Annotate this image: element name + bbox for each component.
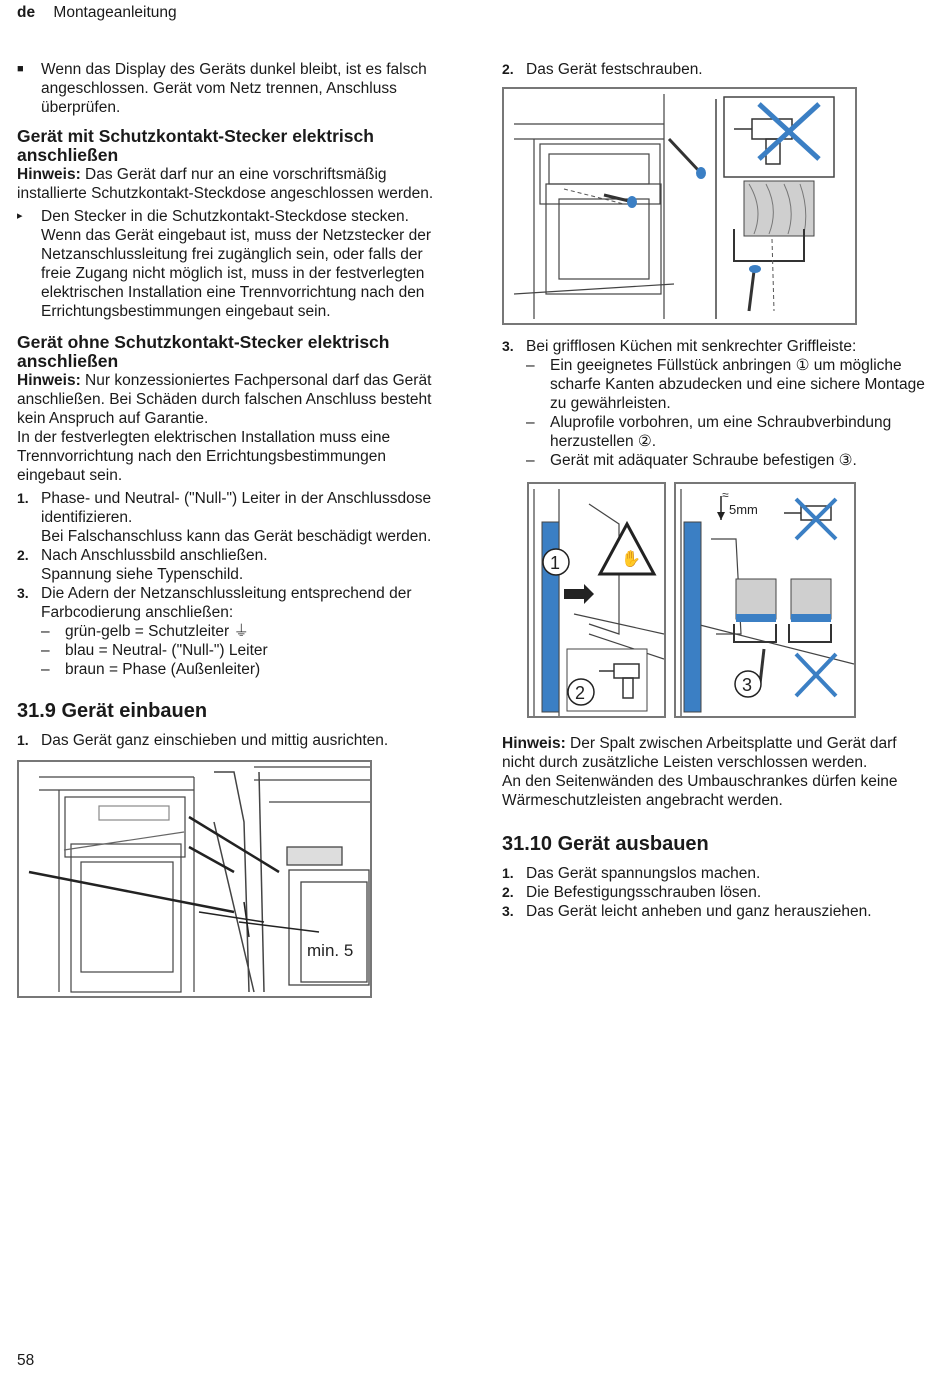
dash-text: grün-gelb = Schutzleiter ⏚ (65, 623, 249, 640)
bullet-item (17, 60, 457, 117)
dash-bullet-icon: – (41, 661, 50, 678)
section-heading: Gerät ohne Schutzkontakt-Stecker elektrisch anschließen (17, 332, 390, 371)
oven-install-figure (17, 760, 372, 998)
note (502, 734, 932, 772)
svg-text:✋: ✋ (621, 551, 641, 568)
dash-bullet-icon: – (41, 623, 50, 640)
min-gap-label: min. 5 (307, 941, 354, 960)
screw-icon (669, 139, 706, 179)
step-text: Das Gerät spannungslos machen. (526, 865, 761, 882)
dash-text: Ein geeignetes Füllstück anbringen ① um mögliche scharfe Kanten abzudecken und eine sichere Montage zu gewährleisten. (550, 357, 925, 412)
list-item (17, 584, 457, 622)
step-text: Das Gerät festschrauben. (526, 61, 703, 78)
callout-1: 1 (550, 553, 561, 573)
square-bullet-icon: ■ (17, 63, 24, 75)
dash-text: braun = Phase (Außenleiter) (65, 661, 261, 678)
numbered-list (17, 489, 457, 679)
instruction-step (17, 207, 457, 226)
right-column (502, 60, 932, 921)
list-item (502, 883, 932, 902)
step-number: 2. (502, 884, 514, 900)
screw-fixation-illustration (504, 89, 855, 323)
note-text: Der Spalt zwischen Arbeitsplatte und Gerät darf nicht durch zusätzliche Leisten verschlossen werden. (502, 735, 897, 771)
section-heading: Gerät mit Schutzkontakt-Stecker elektrisch anschließen (17, 126, 374, 165)
triangle-bullet-icon: ▸ (17, 210, 23, 222)
dash-bullet-icon: – (526, 452, 535, 469)
section-heading: 31.10 Gerät ausbauen (502, 833, 709, 855)
list-item (17, 489, 457, 546)
step-number: 1. (502, 865, 514, 881)
note-text: Das Gerät darf nur an eine vorschriftsmäßig installierte Schutzkontakt-Steckdose angeschlossen werden. (17, 166, 434, 202)
step-number: 1. (17, 490, 29, 506)
dash-text: Aluprofile vorbohren, um eine Schraubverbindung herzustellen ②. (550, 414, 892, 450)
gap-5mm-label: 5mm (729, 502, 758, 517)
list-item (502, 337, 932, 356)
step-text: Das Gerät ganz einschieben und mittig ausrichten. (41, 732, 389, 749)
note-text: Nur konzessioniertes Fachpersonal darf das Gerät anschließen. Bei Schäden durch falschen Anschluss besteht kein Anspruch auf Garantie. (17, 372, 432, 427)
cross-icon (796, 499, 836, 539)
oven-install-illustration (19, 762, 370, 996)
callout-2: 2 (575, 683, 586, 703)
step-detail: Bei Falschanschluss kann das Gerät beschädigt werden. (41, 528, 432, 545)
screw-fixation-figure (502, 87, 857, 325)
wood-section-icon (734, 181, 814, 311)
step-text: Den Stecker in die Schutzkontakt-Steckdose stecken. (41, 208, 409, 225)
handleless-kitchen-figure (502, 482, 932, 724)
page-header (17, 4, 177, 22)
arrow-right-icon (564, 584, 594, 604)
paragraph: In der festverlegten elektrischen Installation muss eine Trennvorrichtung nach den Errichtungsbestimmungen eingebaut sein. (17, 429, 391, 484)
list-item (502, 864, 932, 883)
step-text: Die Befestigungsschrauben lösen. (526, 884, 762, 901)
header-title: Montageanleitung (53, 4, 177, 21)
dash-item (17, 660, 457, 679)
dash-item (502, 413, 932, 451)
step-text: Die Adern der Netzanschlussleitung entsprechend der Farbcodierung anschließen: (41, 585, 412, 621)
screw-icon (604, 195, 637, 208)
dash-item (502, 356, 932, 413)
dash-item (502, 451, 932, 470)
screw-icon (749, 265, 761, 311)
dash-bullet-icon: – (41, 642, 50, 659)
dash-text: blau = Neutral- ("Null-") Leiter (65, 642, 268, 659)
bullet-text: Wenn das Display des Geräts dunkel bleibt, ist es falsch angeschlossen. Gerät vom Netz trennen, Anschluss überprüfen. (41, 61, 427, 116)
language-code: de (17, 4, 36, 21)
list-item (17, 731, 457, 750)
step-text: Bei grifflosen Küchen mit senkrechter Griffleiste: (526, 338, 857, 355)
cross-icon (759, 104, 819, 159)
filler-piece-panel (527, 482, 666, 718)
step-number: 1. (17, 732, 29, 748)
note-label: Hinweis: (502, 735, 566, 752)
warning-sign-icon (600, 524, 654, 574)
page-number: 58 (17, 1352, 35, 1369)
list-item (502, 60, 932, 79)
screw-fixing-panel (674, 482, 856, 718)
step-detail: Spannung siehe Typenschild. (41, 566, 244, 583)
list-item (502, 902, 932, 921)
step-text: Das Gerät leicht anheben und ganz herausziehen. (526, 903, 872, 920)
step-number: 3. (502, 903, 514, 919)
cross-icon (796, 654, 836, 696)
dash-text: Gerät mit adäquater Schraube befestigen ③. (550, 452, 857, 469)
section-heading: 31.9 Gerät einbauen (17, 700, 208, 722)
approx-sign: ≈ (722, 488, 729, 502)
note-label: Hinweis: (17, 166, 81, 183)
dash-bullet-icon: – (526, 414, 535, 431)
note-label: Hinweis: (17, 372, 81, 389)
wood-section-icon (734, 579, 831, 642)
step-text: Phase- und Neutral- ("Null-") Leiter in der Anschlussdose identifizieren. (41, 490, 432, 526)
step-number: 3. (502, 338, 514, 354)
callout-3: 3 (742, 675, 753, 695)
paragraph: An den Seitenwänden des Umbauschrankes dürfen keine Wärmeschutzleisten angebracht werden. (502, 773, 898, 809)
step-number: 2. (17, 547, 29, 563)
list-item (17, 546, 457, 584)
dash-item (17, 622, 457, 641)
dash-bullet-icon: – (526, 357, 535, 374)
dash-item (17, 641, 457, 660)
step-number: 3. (17, 585, 29, 601)
note (17, 165, 457, 203)
step-number: 2. (502, 61, 514, 77)
step-text: Nach Anschlussbild anschließen. (41, 547, 268, 564)
note (17, 371, 457, 428)
left-column (17, 60, 457, 998)
step-detail: Wenn das Gerät eingebaut ist, muss der Netzstecker der Netzanschlussleitung frei zugänglich sein, oder falls der freie Zugang nicht möglich ist, muss in der festverlegten elektrischen Installation eine Trennvorrichtung nach den Errichtungsbestimmungen eingebaut sein. (41, 227, 431, 320)
